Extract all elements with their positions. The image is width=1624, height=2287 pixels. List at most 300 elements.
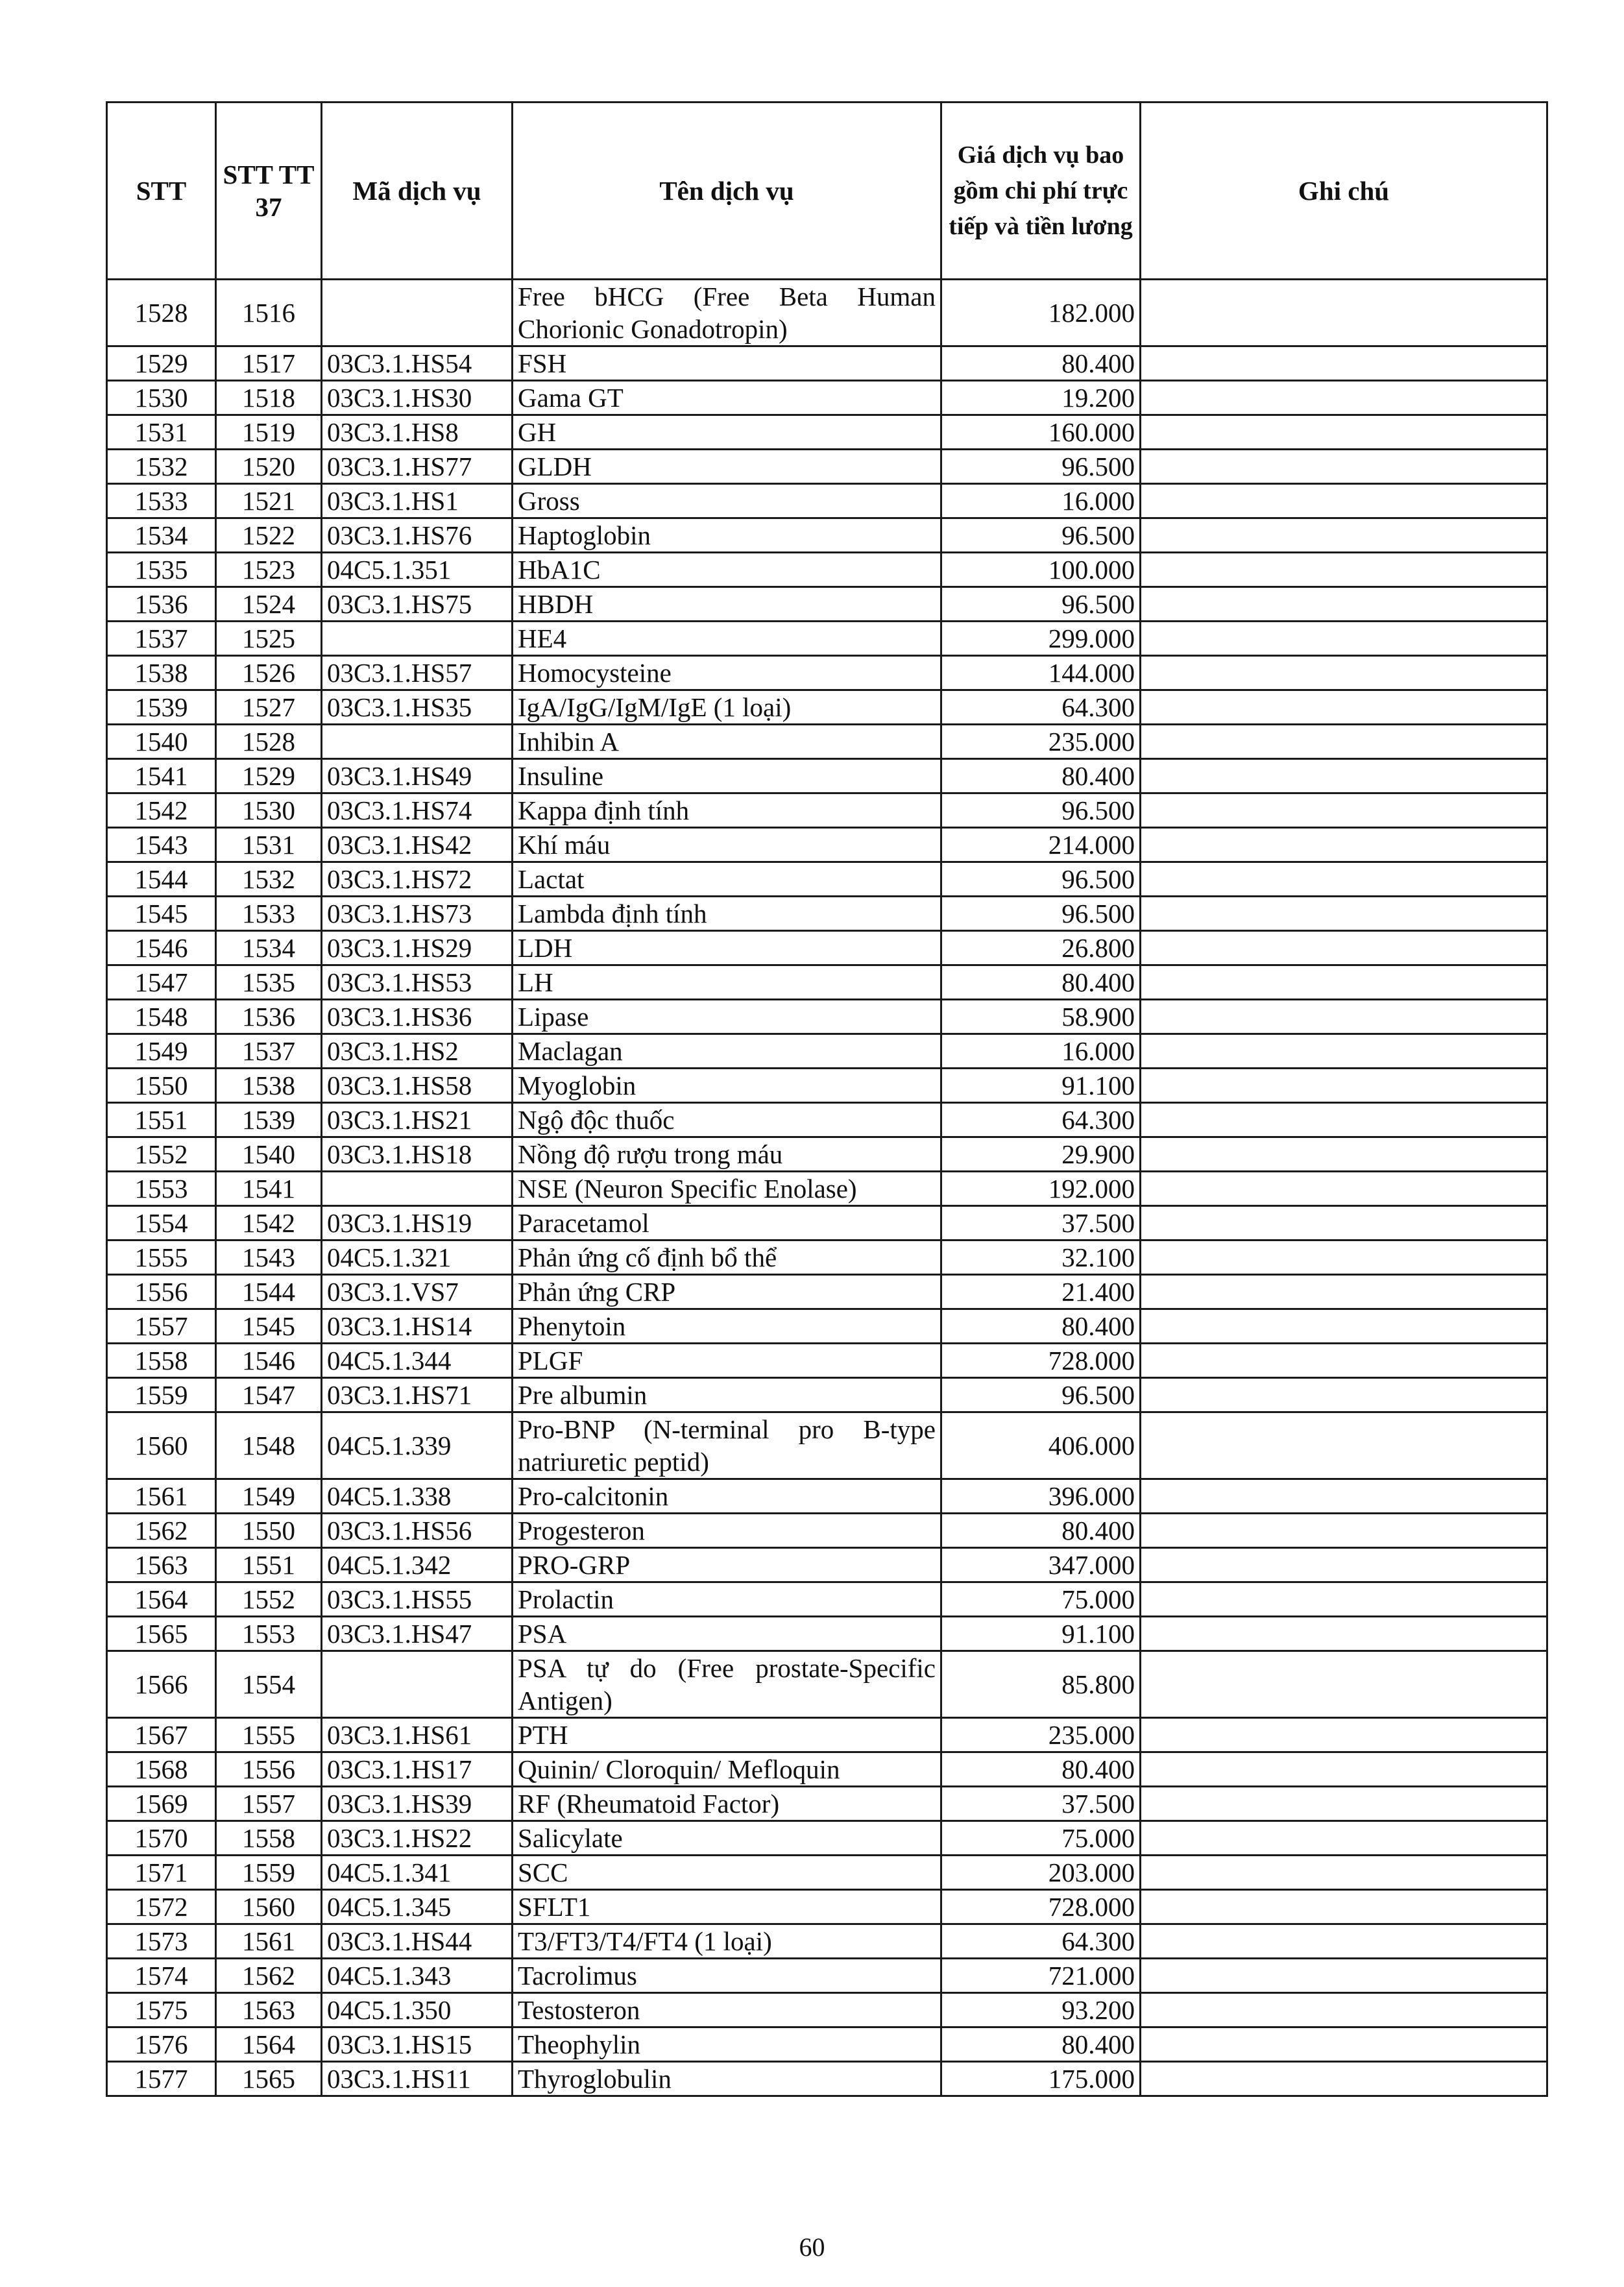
cell-stt-tt37: 1552	[216, 1582, 322, 1617]
cell-service-price: 406.000	[941, 1412, 1141, 1479]
cell-stt-tt37: 1559	[216, 1856, 322, 1890]
cell-stt: 1539	[107, 690, 216, 725]
table-row	[107, 897, 1547, 931]
cell-stt-tt37: 1527	[216, 690, 322, 725]
cell-service-price: 96.500	[941, 1378, 1141, 1412]
cell-stt-tt37: 1558	[216, 1821, 322, 1856]
cell-service-price: 58.900	[941, 1000, 1141, 1034]
cell-stt-tt37: 1516	[216, 280, 322, 346]
cell-stt-tt37: 1551	[216, 1548, 322, 1582]
cell-service-price: 32.100	[941, 1240, 1141, 1275]
cell-stt-tt37: 1536	[216, 1000, 322, 1034]
cell-service-name: Gama GT	[513, 381, 941, 415]
table-row	[107, 1103, 1547, 1137]
cell-service-code	[322, 725, 513, 759]
cell-service-name: Prolactin	[513, 1582, 941, 1617]
table-row	[107, 725, 1547, 759]
cell-stt: 1574	[107, 1959, 216, 1993]
cell-service-code: 03C3.1.HS29	[322, 931, 513, 965]
cell-service-code: 04C5.1.339	[322, 1412, 513, 1479]
cell-service-code: 04C5.1.350	[322, 1993, 513, 2027]
cell-stt-tt37: 1517	[216, 346, 322, 381]
cell-stt: 1550	[107, 1069, 216, 1103]
cell-stt: 1532	[107, 450, 216, 484]
cell-note	[1141, 1787, 1547, 1821]
header-row	[107, 103, 1547, 280]
cell-stt: 1541	[107, 759, 216, 793]
cell-stt: 1575	[107, 1993, 216, 2027]
cell-note	[1141, 1924, 1547, 1959]
cell-service-price: 96.500	[941, 450, 1141, 484]
cell-note	[1141, 346, 1547, 381]
cell-stt-tt37: 1560	[216, 1890, 322, 1924]
cell-service-code: 03C3.1.HS58	[322, 1069, 513, 1103]
cell-stt: 1528	[107, 280, 216, 346]
cell-stt: 1540	[107, 725, 216, 759]
cell-stt-tt37: 1545	[216, 1309, 322, 1344]
cell-stt: 1534	[107, 518, 216, 553]
table-row	[107, 1582, 1547, 1617]
cell-note	[1141, 1069, 1547, 1103]
cell-service-code: 03C3.1.HS61	[322, 1718, 513, 1752]
table-row	[107, 1137, 1547, 1172]
cell-note	[1141, 1718, 1547, 1752]
service-price-table	[106, 101, 1548, 2097]
header-service-price: Giá dịch vụ bao gồm chi phí trực tiếp và tiền lương	[941, 103, 1141, 280]
cell-note	[1141, 484, 1547, 518]
cell-note	[1141, 1890, 1547, 1924]
cell-service-price: 80.400	[941, 1309, 1141, 1344]
cell-note	[1141, 1344, 1547, 1378]
cell-service-code: 03C3.1.HS35	[322, 690, 513, 725]
cell-service-code: 04C5.1.341	[322, 1856, 513, 1890]
cell-service-name: NSE (Neuron Specific Enolase)	[513, 1172, 941, 1206]
cell-stt: 1553	[107, 1172, 216, 1206]
cell-stt: 1542	[107, 793, 216, 828]
cell-service-name: T3/FT3/T4/FT4 (1 loại)	[513, 1924, 941, 1959]
cell-note	[1141, 690, 1547, 725]
table-row	[107, 553, 1547, 587]
cell-service-name: Gross	[513, 484, 941, 518]
cell-note	[1141, 1000, 1547, 1034]
cell-service-code: 03C3.1.HS55	[322, 1582, 513, 1617]
cell-note	[1141, 1412, 1547, 1479]
cell-stt: 1530	[107, 381, 216, 415]
cell-stt-tt37: 1544	[216, 1275, 322, 1309]
table-row	[107, 518, 1547, 553]
cell-service-name: Pro-BNP (N-terminal pro B-type natriuretic peptid)	[513, 1412, 941, 1479]
table-row	[107, 1959, 1547, 1993]
cell-stt-tt37: 1543	[216, 1240, 322, 1275]
cell-note	[1141, 793, 1547, 828]
cell-service-code: 03C3.1.HS15	[322, 2027, 513, 2062]
table-row	[107, 1275, 1547, 1309]
cell-stt-tt37: 1519	[216, 415, 322, 450]
cell-service-price: 80.400	[941, 759, 1141, 793]
cell-note	[1141, 1479, 1547, 1514]
cell-stt: 1555	[107, 1240, 216, 1275]
cell-service-name: HE4	[513, 622, 941, 656]
cell-stt-tt37: 1524	[216, 587, 322, 622]
header-note: Ghi chú	[1141, 103, 1547, 280]
cell-service-code: 03C3.1.HS1	[322, 484, 513, 518]
cell-service-price: 37.500	[941, 1787, 1141, 1821]
cell-service-price: 728.000	[941, 1344, 1141, 1378]
cell-service-price: 728.000	[941, 1890, 1141, 1924]
cell-service-code: 04C5.1.343	[322, 1959, 513, 1993]
cell-service-name: Pro-calcitonin	[513, 1479, 941, 1514]
cell-service-code: 03C3.1.HS76	[322, 518, 513, 553]
cell-note	[1141, 2027, 1547, 2062]
cell-service-code: 04C5.1.342	[322, 1548, 513, 1582]
table-header	[107, 103, 1547, 280]
cell-stt: 1568	[107, 1752, 216, 1787]
table-row	[107, 1069, 1547, 1103]
table-row	[107, 1034, 1547, 1069]
cell-service-code: 03C3.1.HS30	[322, 381, 513, 415]
table-row	[107, 1548, 1547, 1582]
cell-service-price: 175.000	[941, 2062, 1141, 2096]
cell-service-code	[322, 1172, 513, 1206]
table-row	[107, 1718, 1547, 1752]
cell-service-name: FSH	[513, 346, 941, 381]
cell-stt-tt37: 1564	[216, 2027, 322, 2062]
cell-service-name: Testosteron	[513, 1993, 941, 2027]
cell-stt-tt37: 1537	[216, 1034, 322, 1069]
cell-service-price: 80.400	[941, 1514, 1141, 1548]
cell-note	[1141, 2062, 1547, 2096]
cell-stt-tt37: 1555	[216, 1718, 322, 1752]
cell-note	[1141, 415, 1547, 450]
table-row	[107, 415, 1547, 450]
cell-stt-tt37: 1538	[216, 1069, 322, 1103]
cell-service-price: 347.000	[941, 1548, 1141, 1582]
table-row	[107, 587, 1547, 622]
table-row	[107, 1924, 1547, 1959]
cell-note	[1141, 656, 1547, 690]
cell-service-name: SCC	[513, 1856, 941, 1890]
cell-stt-tt37: 1549	[216, 1479, 322, 1514]
cell-service-price: 85.800	[941, 1651, 1141, 1718]
cell-service-code: 03C3.1.HS73	[322, 897, 513, 931]
cell-stt: 1561	[107, 1479, 216, 1514]
cell-stt: 1531	[107, 415, 216, 450]
cell-service-code: 04C5.1.351	[322, 553, 513, 587]
cell-service-name: IgA/IgG/IgM/IgE (1 loại)	[513, 690, 941, 725]
cell-note	[1141, 1821, 1547, 1856]
cell-stt: 1529	[107, 346, 216, 381]
table-row	[107, 484, 1547, 518]
cell-service-name: PTH	[513, 1718, 941, 1752]
cell-stt-tt37: 1556	[216, 1752, 322, 1787]
cell-service-name: Phản ứng CRP	[513, 1275, 941, 1309]
cell-service-name: GLDH	[513, 450, 941, 484]
cell-service-price: 96.500	[941, 897, 1141, 931]
table-row	[107, 965, 1547, 1000]
cell-note	[1141, 1651, 1547, 1718]
table-row	[107, 450, 1547, 484]
cell-service-price: 96.500	[941, 518, 1141, 553]
cell-service-code: 03C3.1.HS47	[322, 1617, 513, 1651]
cell-service-name: Khí máu	[513, 828, 941, 862]
cell-note	[1141, 1752, 1547, 1787]
cell-stt-tt37: 1547	[216, 1378, 322, 1412]
cell-stt-tt37: 1557	[216, 1787, 322, 1821]
cell-note	[1141, 1548, 1547, 1582]
cell-service-name: Ngộ độc thuốc	[513, 1103, 941, 1137]
cell-service-price: 26.800	[941, 931, 1141, 965]
cell-note	[1141, 931, 1547, 965]
cell-stt: 1552	[107, 1137, 216, 1172]
cell-service-price: 16.000	[941, 484, 1141, 518]
cell-service-name: LH	[513, 965, 941, 1000]
cell-stt-tt37: 1534	[216, 931, 322, 965]
cell-service-code: 03C3.1.HS77	[322, 450, 513, 484]
cell-service-price: 64.300	[941, 690, 1141, 725]
cell-service-name: LDH	[513, 931, 941, 965]
table-row	[107, 280, 1547, 346]
table-row	[107, 656, 1547, 690]
cell-service-price: 160.000	[941, 415, 1141, 450]
table-row	[107, 759, 1547, 793]
table-row	[107, 2027, 1547, 2062]
cell-stt: 1538	[107, 656, 216, 690]
table-row	[107, 1993, 1547, 2027]
cell-stt-tt37: 1535	[216, 965, 322, 1000]
cell-stt: 1547	[107, 965, 216, 1000]
header-service-name: Tên dịch vụ	[513, 103, 941, 280]
cell-stt-tt37: 1563	[216, 1993, 322, 2027]
cell-stt: 1560	[107, 1412, 216, 1479]
cell-stt: 1556	[107, 1275, 216, 1309]
cell-service-code: 03C3.1.HS14	[322, 1309, 513, 1344]
cell-service-price: 96.500	[941, 862, 1141, 897]
cell-service-name: RF (Rheumatoid Factor)	[513, 1787, 941, 1821]
cell-service-name: HbA1C	[513, 553, 941, 587]
cell-service-name: PSA	[513, 1617, 941, 1651]
cell-service-code: 03C3.1.HS54	[322, 346, 513, 381]
cell-service-name: Insuline	[513, 759, 941, 793]
cell-note	[1141, 1993, 1547, 2027]
cell-service-name: Lipase	[513, 1000, 941, 1034]
cell-service-code: 03C3.1.HS19	[322, 1206, 513, 1240]
cell-service-price: 80.400	[941, 346, 1141, 381]
cell-service-code: 03C3.1.HS72	[322, 862, 513, 897]
table-row	[107, 793, 1547, 828]
cell-service-price: 203.000	[941, 1856, 1141, 1890]
table-row	[107, 828, 1547, 862]
cell-note	[1141, 622, 1547, 656]
cell-service-code: 03C3.1.HS71	[322, 1378, 513, 1412]
cell-service-name: Tacrolimus	[513, 1959, 941, 1993]
cell-stt: 1546	[107, 931, 216, 965]
cell-note	[1141, 1206, 1547, 1240]
cell-stt-tt37: 1542	[216, 1206, 322, 1240]
cell-service-code: 03C3.1.HS11	[322, 2062, 513, 2096]
table-row	[107, 381, 1547, 415]
table-row	[107, 1617, 1547, 1651]
cell-service-price: 182.000	[941, 280, 1141, 346]
cell-stt-tt37: 1520	[216, 450, 322, 484]
cell-stt: 1564	[107, 1582, 216, 1617]
cell-stt: 1536	[107, 587, 216, 622]
cell-service-code: 03C3.1.HS49	[322, 759, 513, 793]
cell-stt-tt37: 1554	[216, 1651, 322, 1718]
table-body	[107, 280, 1547, 2096]
cell-service-price: 80.400	[941, 1752, 1141, 1787]
cell-service-name: Phenytoin	[513, 1309, 941, 1344]
cell-stt: 1558	[107, 1344, 216, 1378]
cell-stt: 1567	[107, 1718, 216, 1752]
cell-service-name: Pre albumin	[513, 1378, 941, 1412]
table-row	[107, 1240, 1547, 1275]
cell-service-price: 235.000	[941, 1718, 1141, 1752]
cell-stt-tt37: 1539	[216, 1103, 322, 1137]
cell-note	[1141, 1514, 1547, 1548]
cell-note	[1141, 1172, 1547, 1206]
cell-service-code: 03C3.1.HS36	[322, 1000, 513, 1034]
cell-note	[1141, 280, 1547, 346]
cell-note	[1141, 1275, 1547, 1309]
cell-service-price: 96.500	[941, 587, 1141, 622]
cell-note	[1141, 1582, 1547, 1617]
cell-service-name: Quinin/ Cloroquin/ Mefloquin	[513, 1752, 941, 1787]
cell-stt: 1543	[107, 828, 216, 862]
cell-service-name: PRO-GRP	[513, 1548, 941, 1582]
cell-stt-tt37: 1562	[216, 1959, 322, 1993]
cell-stt-tt37: 1553	[216, 1617, 322, 1651]
page-number: 60	[799, 2233, 825, 2262]
cell-service-name: Nồng độ rượu trong máu	[513, 1137, 941, 1172]
cell-service-price: 100.000	[941, 553, 1141, 587]
cell-service-price: 192.000	[941, 1172, 1141, 1206]
cell-stt: 1559	[107, 1378, 216, 1412]
cell-stt: 1571	[107, 1856, 216, 1890]
cell-service-name: Kappa định tính	[513, 793, 941, 828]
cell-service-name: Salicylate	[513, 1821, 941, 1856]
cell-service-code: 04C5.1.344	[322, 1344, 513, 1378]
cell-stt-tt37: 1550	[216, 1514, 322, 1548]
cell-service-code	[322, 622, 513, 656]
cell-stt: 1544	[107, 862, 216, 897]
cell-service-name: Lactat	[513, 862, 941, 897]
cell-service-price: 16.000	[941, 1034, 1141, 1069]
cell-stt-tt37: 1521	[216, 484, 322, 518]
cell-service-code: 03C3.1.HS53	[322, 965, 513, 1000]
cell-stt: 1535	[107, 553, 216, 587]
cell-note	[1141, 1240, 1547, 1275]
cell-service-price: 64.300	[941, 1924, 1141, 1959]
cell-stt-tt37: 1522	[216, 518, 322, 553]
cell-service-code: 03C3.1.VS7	[322, 1275, 513, 1309]
cell-stt: 1551	[107, 1103, 216, 1137]
cell-service-price: 214.000	[941, 828, 1141, 862]
table-row	[107, 1344, 1547, 1378]
cell-service-price: 144.000	[941, 656, 1141, 690]
cell-stt-tt37: 1540	[216, 1137, 322, 1172]
cell-note	[1141, 1378, 1547, 1412]
table-row	[107, 1378, 1547, 1412]
cell-stt-tt37: 1565	[216, 2062, 322, 2096]
cell-stt: 1565	[107, 1617, 216, 1651]
cell-service-name: Lambda định tính	[513, 897, 941, 931]
cell-stt: 1554	[107, 1206, 216, 1240]
cell-note	[1141, 1856, 1547, 1890]
cell-service-code: 03C3.1.HS57	[322, 656, 513, 690]
cell-stt: 1572	[107, 1890, 216, 1924]
cell-note	[1141, 1959, 1547, 1993]
cell-stt-tt37: 1518	[216, 381, 322, 415]
cell-service-name: GH	[513, 415, 941, 450]
cell-stt-tt37: 1533	[216, 897, 322, 931]
header-stt: STT	[107, 103, 216, 280]
cell-service-code: 04C5.1.345	[322, 1890, 513, 1924]
cell-stt: 1548	[107, 1000, 216, 1034]
cell-service-code: 03C3.1.HS8	[322, 415, 513, 450]
cell-service-name: Myoglobin	[513, 1069, 941, 1103]
cell-service-name: Haptoglobin	[513, 518, 941, 553]
cell-service-code: 03C3.1.HS18	[322, 1137, 513, 1172]
cell-stt: 1557	[107, 1309, 216, 1344]
cell-stt: 1577	[107, 2062, 216, 2096]
cell-stt: 1566	[107, 1651, 216, 1718]
cell-stt-tt37: 1548	[216, 1412, 322, 1479]
cell-service-name: Free bHCG (Free Beta Human Chorionic Gonadotropin)	[513, 280, 941, 346]
cell-service-code: 03C3.1.HS75	[322, 587, 513, 622]
cell-service-name: Homocysteine	[513, 656, 941, 690]
cell-service-price: 96.500	[941, 793, 1141, 828]
cell-note	[1141, 381, 1547, 415]
cell-service-price: 299.000	[941, 622, 1141, 656]
table-row	[107, 1206, 1547, 1240]
table-row	[107, 622, 1547, 656]
cell-note	[1141, 965, 1547, 1000]
table-row	[107, 862, 1547, 897]
cell-service-code: 03C3.1.HS22	[322, 1821, 513, 1856]
cell-service-code	[322, 1651, 513, 1718]
cell-note	[1141, 828, 1547, 862]
header-stt-tt37: STT TT 37	[216, 103, 322, 280]
table-row	[107, 1412, 1547, 1479]
cell-service-price: 19.200	[941, 381, 1141, 415]
cell-service-name: Theophylin	[513, 2027, 941, 2062]
cell-note	[1141, 587, 1547, 622]
cell-note	[1141, 725, 1547, 759]
table-row	[107, 1890, 1547, 1924]
cell-service-code: 03C3.1.HS2	[322, 1034, 513, 1069]
cell-service-price: 75.000	[941, 1821, 1141, 1856]
cell-service-name: Inhibin A	[513, 725, 941, 759]
cell-stt-tt37: 1523	[216, 553, 322, 587]
cell-stt-tt37: 1541	[216, 1172, 322, 1206]
cell-note	[1141, 518, 1547, 553]
header-service-code: Mã dịch vụ	[322, 103, 513, 280]
cell-service-price: 91.100	[941, 1617, 1141, 1651]
cell-service-name: PLGF	[513, 1344, 941, 1378]
cell-service-price: 235.000	[941, 725, 1141, 759]
cell-service-price: 80.400	[941, 965, 1141, 1000]
cell-service-code: 03C3.1.HS42	[322, 828, 513, 862]
cell-service-code: 04C5.1.321	[322, 1240, 513, 1275]
table-row	[107, 346, 1547, 381]
cell-note	[1141, 1137, 1547, 1172]
cell-note	[1141, 1103, 1547, 1137]
table-row	[107, 931, 1547, 965]
cell-service-name: Progesteron	[513, 1514, 941, 1548]
cell-service-code: 04C5.1.338	[322, 1479, 513, 1514]
cell-stt: 1576	[107, 2027, 216, 2062]
cell-service-code	[322, 280, 513, 346]
